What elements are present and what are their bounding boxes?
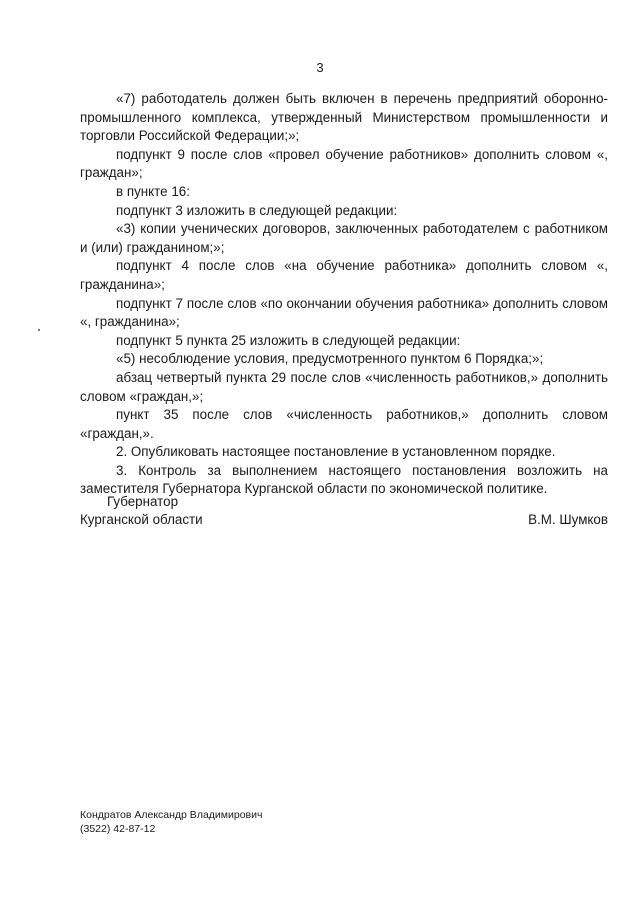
signatory-title: Губернатор	[107, 494, 179, 509]
paragraph-control: 3. Контроль за выполнением настоящего постановления возложить на заместителя Губернатора Курганской области по экономической политике.	[80, 462, 608, 497]
paragraph-publish: 2. Опубликовать настоящее постановление в установленном порядке.	[116, 444, 556, 460]
signature-block	[80, 493, 608, 533]
margin-mark	[38, 329, 40, 331]
document-body	[80, 90, 608, 499]
paragraph-item-7-text: «7) работодатель должен быть включен в перечень предприятий оборонно-промышленного комплекса, утвержденный Министерством промышленности и торговли Российской Федерации;»;	[80, 91, 608, 144]
page-number: 3	[316, 60, 324, 75]
paragraph-subpoint-7: подпункт 7 после слов «по окончании обучения работника» дополнить словом «, гражданина»;	[80, 295, 608, 330]
paragraph-point-35: пункт 35 после слов «численность работников,» дополнить словом «граждан,».	[80, 407, 608, 441]
signatory-name: В.М. Шумков	[528, 512, 608, 527]
paragraph-subpoint-4: подпункт 4 после слов «на обучение работника» дополнить словом «, гражданина»;	[80, 258, 608, 292]
paragraph-subpoint-9: подпункт 9 после слов «провел обучение работников» дополнить словом «, граждан»;	[80, 146, 608, 181]
paragraph-point-25-text: «5) несоблюдение условия, предусмотренного пунктом 6 Порядка;»;	[116, 351, 544, 367]
paragraph-point-25-intro: подпункт 5 пункта 25 изложить в следующей редакции:	[116, 332, 461, 348]
paragraph-subpoint-3-text: «3) копии ученических договоров, заключенных работодателем с работником и (или) гражданином;»;	[80, 221, 608, 255]
paragraph-subpoint-3-intro: подпункт 3 изложить в следующей редакции:	[116, 202, 398, 218]
signatory-region: Курганской области	[80, 512, 203, 527]
executor-name: Кондратов Александр Владимирович	[80, 809, 263, 821]
paragraph-point-29: абзац четвертый пункта 29 после слов «численность работников,» дополнить словом «граждан,»;	[80, 369, 608, 404]
paragraph-point-16: в пункте 16:	[116, 183, 190, 199]
executor-phone: (3522) 42-87-12	[80, 823, 156, 835]
executor-contact	[80, 808, 262, 836]
